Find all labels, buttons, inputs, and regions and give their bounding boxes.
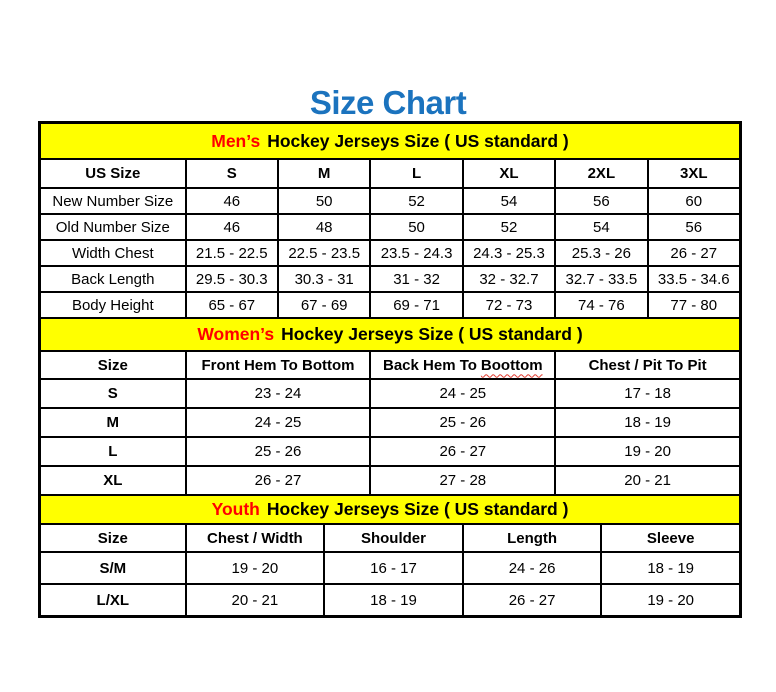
row-label: Back Length: [40, 266, 186, 292]
value-cell: 18 - 19: [324, 584, 463, 616]
row-label: New Number Size: [40, 188, 186, 214]
womens-row-l: [40, 437, 740, 466]
value-cell: 54: [555, 214, 647, 240]
value-cell: 27 - 28: [370, 466, 555, 495]
row-label: S: [40, 379, 186, 408]
value-cell: 50: [278, 188, 370, 214]
value-cell: 46: [186, 214, 278, 240]
womens-section: [39, 317, 741, 496]
value-cell: 32.7 - 33.5: [555, 266, 647, 292]
value-cell: 25.3 - 26: [555, 240, 647, 266]
value-cell: 54: [463, 188, 555, 214]
value-cell: 30.3 - 31: [278, 266, 370, 292]
value-cell: 23.5 - 24.3: [370, 240, 462, 266]
value-cell: 24.3 - 25.3: [463, 240, 555, 266]
womens-header-front-hem: Front Hem To Bottom: [186, 351, 371, 379]
mens-row-old-number-size: [40, 214, 740, 240]
row-label: Old Number Size: [40, 214, 186, 240]
mens-section-band: [40, 123, 740, 159]
youth-header-sleeve: Sleeve: [601, 524, 740, 552]
womens-section-title-highlight: Women’s: [197, 324, 275, 344]
value-cell: 46: [186, 188, 278, 214]
value-cell: 52: [463, 214, 555, 240]
value-cell: 19 - 20: [555, 437, 740, 466]
row-label: S/M: [40, 552, 186, 584]
mens-row-width-chest: [40, 240, 740, 266]
back-hem-misspelled-word: Boottom: [480, 356, 543, 374]
youth-section-band: [40, 495, 740, 524]
mens-section-title: [40, 123, 740, 159]
value-cell: 56: [555, 188, 647, 214]
value-cell: 77 - 80: [648, 292, 740, 318]
value-cell: 72 - 73: [463, 292, 555, 318]
value-cell: 20 - 21: [555, 466, 740, 495]
value-cell: 31 - 32: [370, 266, 462, 292]
womens-row-xl: [40, 466, 740, 495]
value-cell: 18 - 19: [601, 552, 740, 584]
mens-header-s: S: [186, 159, 278, 188]
youth-header-row: [40, 524, 740, 552]
womens-row-s: [40, 379, 740, 408]
value-cell: 48: [278, 214, 370, 240]
youth-header-shoulder: Shoulder: [324, 524, 463, 552]
value-cell: 26 - 27: [186, 466, 371, 495]
value-cell: 24 - 25: [186, 408, 371, 437]
value-cell: 21.5 - 22.5: [186, 240, 278, 266]
size-chart-tables: [38, 121, 742, 618]
youth-row-lxl: [40, 584, 740, 616]
value-cell: 23 - 24: [186, 379, 371, 408]
row-label: XL: [40, 466, 186, 495]
value-cell: 50: [370, 214, 462, 240]
womens-section-band: [40, 318, 740, 351]
value-cell: 32 - 32.7: [463, 266, 555, 292]
row-label: Width Chest: [40, 240, 186, 266]
row-label: L/XL: [40, 584, 186, 616]
value-cell: 29.5 - 30.3: [186, 266, 278, 292]
value-cell: 56: [648, 214, 740, 240]
womens-section-title: [40, 318, 740, 351]
row-label: M: [40, 408, 186, 437]
value-cell: 24 - 25: [370, 379, 555, 408]
value-cell: 25 - 26: [186, 437, 371, 466]
value-cell: 69 - 71: [370, 292, 462, 318]
value-cell: 60: [648, 188, 740, 214]
value-cell: 18 - 19: [555, 408, 740, 437]
value-cell: 19 - 20: [601, 584, 740, 616]
value-cell: 16 - 17: [324, 552, 463, 584]
womens-row-m: [40, 408, 740, 437]
value-cell: 74 - 76: [555, 292, 647, 318]
value-cell: 67 - 69: [278, 292, 370, 318]
value-cell: 26 - 27: [463, 584, 602, 616]
youth-section-title-highlight: Youth: [211, 499, 260, 519]
womens-section-title-rest: Hockey Jerseys Size ( US standard ): [281, 324, 583, 344]
mens-header-2xl: 2XL: [555, 159, 647, 188]
mens-header-m: M: [278, 159, 370, 188]
mens-header-row: [40, 159, 740, 188]
value-cell: 26 - 27: [370, 437, 555, 466]
womens-header-size: Size: [40, 351, 186, 379]
mens-row-new-number-size: [40, 188, 740, 214]
womens-size-table: [39, 317, 741, 496]
mens-section-title-rest: Hockey Jerseys Size ( US standard ): [267, 130, 569, 151]
value-cell: 24 - 26: [463, 552, 602, 584]
mens-header-us-size: US Size: [40, 159, 186, 188]
value-cell: 52: [370, 188, 462, 214]
mens-section-title-highlight: Men’s: [211, 130, 261, 151]
mens-header-l: L: [370, 159, 462, 188]
row-label: L: [40, 437, 186, 466]
youth-header-size: Size: [40, 524, 186, 552]
youth-row-sm: [40, 552, 740, 584]
youth-section: [39, 494, 741, 617]
womens-header-chest: Chest / Pit To Pit: [555, 351, 740, 379]
value-cell: 22.5 - 23.5: [278, 240, 370, 266]
youth-section-title-rest: Hockey Jerseys Size ( US standard ): [266, 499, 569, 519]
page-title: Size Chart: [309, 84, 467, 122]
value-cell: 25 - 26: [370, 408, 555, 437]
mens-row-body-height: [40, 292, 740, 318]
row-label: Body Height: [40, 292, 186, 318]
mens-row-back-length: [40, 266, 740, 292]
youth-size-table: [39, 494, 741, 617]
back-hem-prefix: Back Hem To: [383, 356, 477, 374]
mens-section: [39, 122, 741, 319]
value-cell: 65 - 67: [186, 292, 278, 318]
youth-header-length: Length: [463, 524, 602, 552]
womens-header-row: [40, 351, 740, 379]
mens-header-3xl: 3XL: [648, 159, 740, 188]
value-cell: 33.5 - 34.6: [648, 266, 740, 292]
value-cell: 19 - 20: [186, 552, 325, 584]
mens-header-xl: XL: [463, 159, 555, 188]
value-cell: 26 - 27: [648, 240, 740, 266]
mens-size-table: [39, 122, 741, 319]
value-cell: 20 - 21: [186, 584, 325, 616]
womens-header-back-hem: [370, 351, 555, 379]
youth-header-chest-width: Chest / Width: [186, 524, 325, 552]
youth-section-title: [40, 495, 740, 524]
value-cell: 17 - 18: [555, 379, 740, 408]
